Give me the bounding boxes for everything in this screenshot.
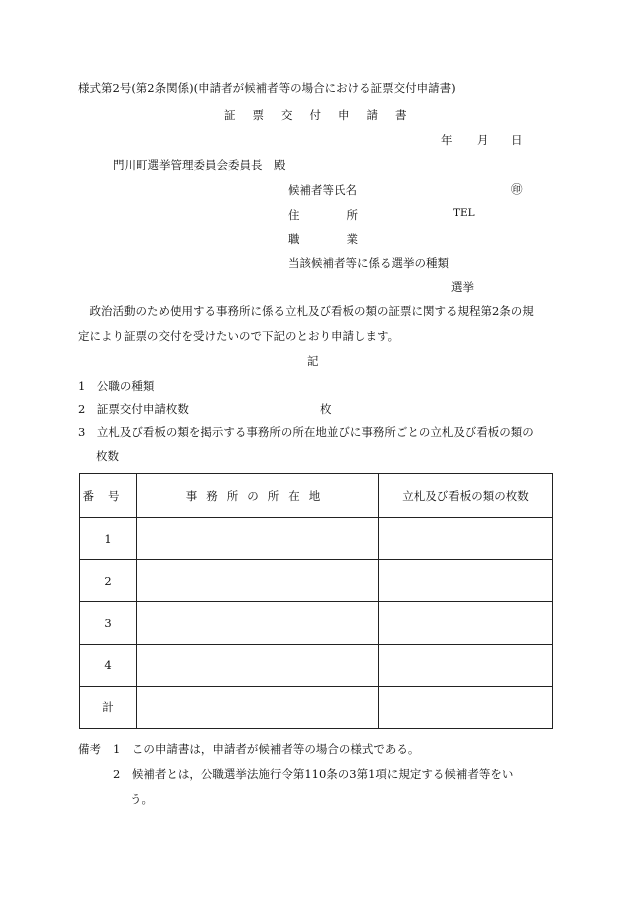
table-row (80, 602, 553, 644)
date-year: 年 (441, 133, 453, 147)
item-public-office-type: 1 公職の種類 (78, 379, 155, 393)
body-text-line-1: 政治活動のため使用する事務所に係る立札及び看板の類の証票に関する規程第2条の規 (78, 304, 534, 318)
ki-heading: 記 (307, 354, 319, 368)
document-title: 証票交付申請書 (224, 108, 424, 122)
row-number: 1 (80, 518, 137, 560)
header-number: 番号 (80, 474, 137, 518)
row-number: 2 (80, 560, 137, 602)
body-text-line-2: 定により証票の交付を受けたいので下記のとおり申請します。 (78, 329, 400, 343)
row-total-label: 計 (80, 686, 137, 728)
office-table (79, 473, 553, 729)
table-row (80, 560, 553, 602)
applicant-tel-label: TEL (453, 207, 475, 219)
item-certificate-count: 2 証票交付申請枚数 (78, 402, 189, 416)
seal-mark: ㊞ (511, 182, 523, 196)
row-location-cell[interactable] (137, 644, 379, 686)
row-location-cell[interactable] (137, 560, 379, 602)
note-2-line-1: 2 候補者とは，公職選挙法施行令第110条の3第1項に規定する候補者等をい (113, 767, 514, 781)
table-row (80, 518, 553, 560)
table-header-row (80, 474, 553, 518)
row-number: 3 (80, 602, 137, 644)
applicant-address-label: 住 所 (288, 208, 366, 222)
row-count-cell[interactable] (379, 644, 553, 686)
note-2-line-2: う。 (130, 792, 153, 806)
notes-label: 備考 (78, 742, 101, 756)
table-row (80, 644, 553, 686)
applicant-name-label: 候補者等氏名 (288, 183, 357, 197)
item-office-location-line-1: 3 立札及び看板の類を掲示する事務所の所在地並びに事務所ごとの立札及び看板の類の (78, 425, 534, 439)
applicant-occupation-label: 職 業 (288, 232, 366, 246)
note-1: 1 この申請書は，申請者が候補者等の場合の様式である。 (113, 742, 420, 756)
row-count-cell[interactable] (379, 686, 553, 728)
row-location-cell[interactable] (137, 518, 379, 560)
item-certificate-unit: 枚 (320, 402, 332, 416)
row-count-cell[interactable] (379, 518, 553, 560)
date-day: 日 (511, 133, 523, 147)
date-month: 月 (477, 133, 489, 147)
row-location-cell[interactable] (137, 686, 379, 728)
row-count-cell[interactable] (379, 602, 553, 644)
election-suffix: 選挙 (451, 280, 474, 294)
row-location-cell[interactable] (137, 602, 379, 644)
header-sign-count: 立札及び看板の類の枚数 (379, 474, 553, 518)
table-total-row (80, 686, 553, 728)
item-office-location-line-2: 枚数 (96, 449, 119, 463)
row-number: 4 (80, 644, 137, 686)
addressee: 門川町選挙管理委員会委員長 殿 (113, 158, 286, 172)
row-count-cell[interactable] (379, 560, 553, 602)
header-office-location: 事務所の所在地 (137, 474, 379, 518)
election-type-label: 当該候補者等に係る選挙の種類 (288, 256, 449, 270)
form-title: 様式第2号(第2条関係)(申請者が候補者等の場合における証票交付申請書) (78, 81, 456, 95)
